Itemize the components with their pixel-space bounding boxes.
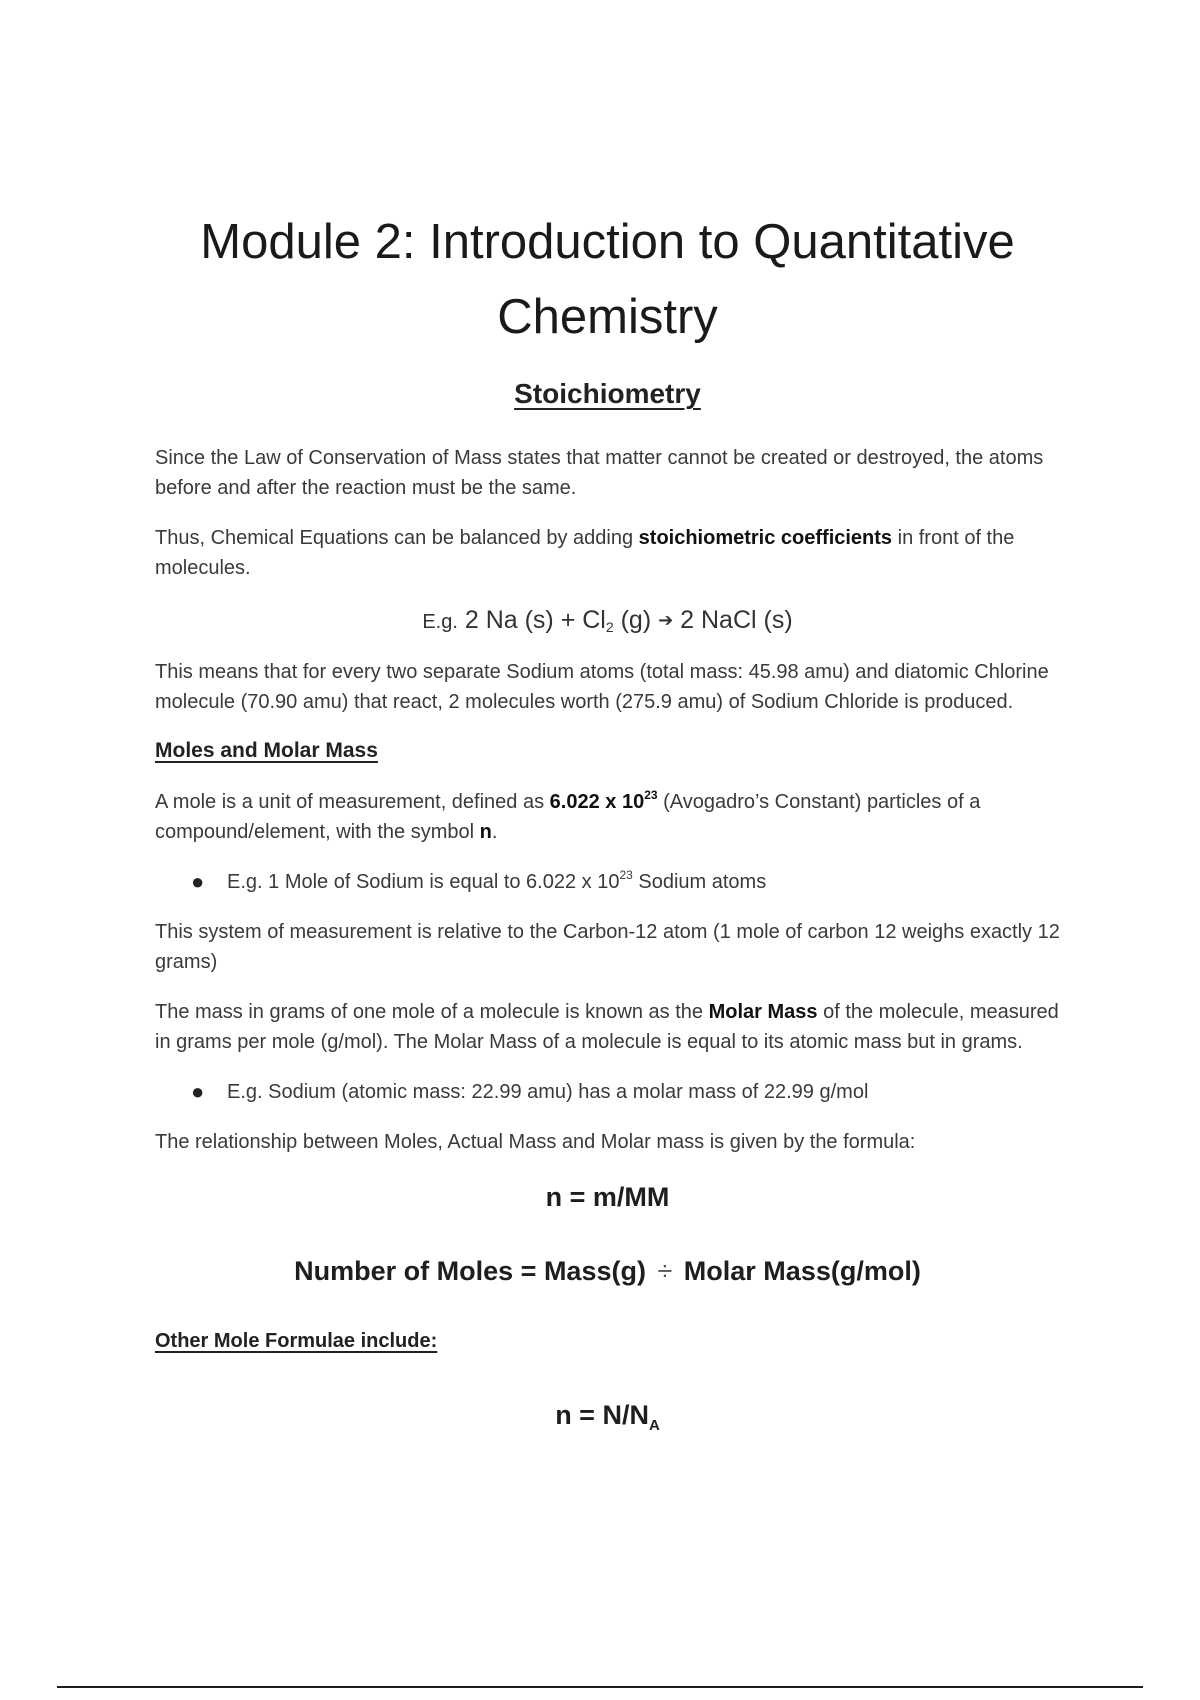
title-line-2: Chemistry [497, 290, 718, 344]
equation-cl-subscript: 2 [605, 619, 614, 635]
balancing-text-end: in front of the molecules. [155, 527, 1015, 579]
sodium-mole-exponent: 23 [619, 868, 633, 882]
sodium-mole-text-end: Sodium atoms [632, 871, 767, 893]
formula-words-left: Number of Moles = Mass(g) [294, 1256, 654, 1286]
mole-text-middle: (Avogadro’s Constant) particles of a compound/element, with the symbol [155, 791, 981, 843]
paragraph-carbon-12: This system of measurement is relative to the Carbon-12 atom (1 mole of carbon 12 weighs exactly 12 grams) [155, 921, 1060, 973]
example-equation [155, 603, 1060, 639]
mole-text-end: . [491, 821, 498, 843]
formula-avogadro-subscript: A [648, 1417, 660, 1434]
mole-text-start: A mole is a unit of measurement, defined as [155, 791, 550, 813]
mole-symbol: n [479, 821, 492, 843]
section-title-stoichiometry: Stoichiometry [514, 378, 701, 409]
document-content [155, 205, 1060, 1433]
avogadro-mantissa: 6.022 x 10 [549, 791, 645, 813]
avogadro-number [549, 788, 658, 813]
page-title [155, 205, 1060, 355]
paragraph-mole-definition [155, 787, 1060, 847]
equation-middle: (g) [613, 606, 659, 634]
molar-text-end: of the molecule, measured in grams per mole (g/mol). The Molar Mass of a molecule is equal to its atomic mass but in grams. [155, 1001, 1059, 1053]
paragraph-relationship: The relationship between Moles, Actual Mass and Molar mass is given by the formula: [155, 1131, 916, 1153]
reaction-arrow-icon: ➔ [658, 610, 674, 630]
title-line-1: Module 2: Introduction to Quantitative [200, 215, 1015, 269]
bullet-list-molar-example [155, 1077, 1060, 1107]
sodium-molar-text: E.g. Sodium (atomic mass: 22.99 amu) has a molar mass of 22.99 g/mol [227, 1081, 869, 1103]
formula-moles-words [155, 1253, 1060, 1289]
bullet-list-mole-example [155, 867, 1060, 897]
bullet-icon: ● [191, 869, 205, 894]
equation-right: 2 NaCl (s) [673, 606, 793, 634]
divide-icon: ÷ [657, 1256, 673, 1286]
formula-avogadro-main: n = N/N [555, 1400, 649, 1430]
avogadro-exponent: 23 [644, 788, 658, 802]
heading-other-formulae: Other Mole Formulae include: [155, 1330, 438, 1352]
balancing-bold-term: stoichiometric coefficients [638, 527, 893, 549]
equation-prefix: E.g. [422, 611, 458, 633]
equation-left: 2 Na (s) + Cl [464, 606, 606, 634]
formula-words-right: Molar Mass(g/mol) [676, 1256, 921, 1286]
formula-moles-short: n = m/MM [545, 1182, 670, 1212]
heading-moles-molar-mass: Moles and Molar Mass [155, 739, 378, 762]
molar-mass-bold-term: Molar Mass [708, 1001, 818, 1023]
formula-avogadro [155, 1397, 1060, 1433]
page-bottom-divider [57, 1686, 1143, 1688]
bullet-icon: ● [191, 1079, 205, 1104]
paragraph-molar-mass [155, 997, 1060, 1057]
balancing-text-start: Thus, Chemical Equations can be balanced by adding [155, 527, 639, 549]
paragraph-conservation: Since the Law of Conservation of Mass states that matter cannot be created or destroyed, the atoms before and after the reaction must be the same. [155, 447, 1044, 499]
sodium-mole-text-start: E.g. 1 Mole of Sodium is equal to 6.022 x 10 [227, 871, 620, 893]
paragraph-meaning: This means that for every two separate Sodium atoms (total mass: 45.98 amu) and diatomic Chlorine molecule (70.90 amu) that react, 2 molecules worth (275.9 amu) of Sodium Chloride is produced. [155, 661, 1049, 713]
list-item [155, 1077, 1060, 1107]
list-item [155, 867, 1060, 897]
molar-text-start: The mass in grams of one mole of a molecule is known as the [155, 1001, 709, 1023]
paragraph-balancing [155, 523, 1060, 583]
